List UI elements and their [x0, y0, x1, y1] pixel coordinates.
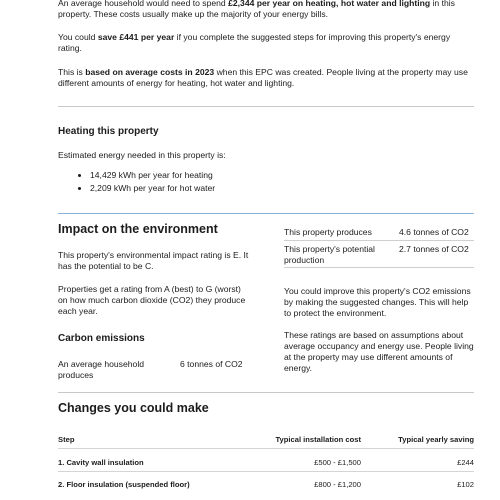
row-divider — [58, 448, 474, 449]
rating-text: This property's environmental impact rating is E. It has the potential to be C. — [58, 250, 249, 271]
divider — [58, 392, 474, 393]
table-cell-cost: £500 - £1,500 — [314, 458, 361, 467]
rating-explain: Properties get a rating from A (best) to G (worst) on how much carbon dioxide (CO2) they produce each year. — [58, 284, 246, 316]
potential-label: This property's potential production — [284, 244, 375, 265]
impact-heading: Impact on the environment — [58, 222, 218, 236]
row-divider — [284, 240, 474, 241]
heating-heading: Heating this property — [58, 126, 159, 137]
row-divider — [284, 267, 474, 268]
carbon-heading: Carbon emissions — [58, 333, 145, 344]
row-divider — [58, 471, 474, 472]
table-header-step: Step — [58, 435, 75, 444]
produces-value: 4.6 tonnes of CO2 — [399, 227, 469, 237]
list-item: • 2,209 kWh per year for hot water — [90, 182, 215, 195]
table-cell-saving: £102 — [457, 480, 474, 489]
divider — [58, 106, 474, 107]
improve-text: You could improve this property's CO2 emissions by making the suggested changes. This will help to protect the environment. — [284, 286, 471, 318]
table-cell-step: 1. Cavity wall insulation — [58, 458, 144, 467]
divider — [58, 213, 474, 214]
potential-value: 2.7 tonnes of CO2 — [399, 244, 469, 254]
produces-label: This property produces — [284, 227, 372, 237]
table-header-cost: Typical installation cost — [275, 435, 361, 444]
heating-list — [70, 169, 215, 194]
saving-paragraph: You could save £441 per year if you complete the suggested steps for improving this property's energy rating. — [58, 32, 451, 53]
table-cell-step: 2. Floor insulation (suspended floor) — [58, 480, 190, 489]
average-household-value: 6 tonnes of CO2 — [180, 359, 243, 369]
list-item: • 14,429 kWh per year for heating — [90, 169, 215, 182]
average-household-label: An average household produces — [58, 359, 145, 380]
changes-heading: Changes you could make — [58, 401, 209, 415]
table-cell-cost: £800 - £1,200 — [314, 480, 361, 489]
cost-paragraph: An average household would need to spend £2,344 per year on heating, hot water and lighting in this property. These costs usually make up the majority of your energy bills. — [58, 0, 455, 19]
assumptions-text: These ratings are based on assumptions about average occupancy and energy use. People living at the property may use different amounts of energy. — [284, 330, 474, 373]
table-cell-saving: £244 — [457, 458, 474, 467]
heating-subtitle: Estimated energy needed in this property is: — [58, 150, 226, 160]
table-header-saving: Typical yearly saving — [398, 435, 474, 444]
average-costs-paragraph: This is based on average costs in 2023 when this EPC was created. People living at the property may use different amounts of energy for heating, hot water and lighting. — [58, 67, 468, 88]
